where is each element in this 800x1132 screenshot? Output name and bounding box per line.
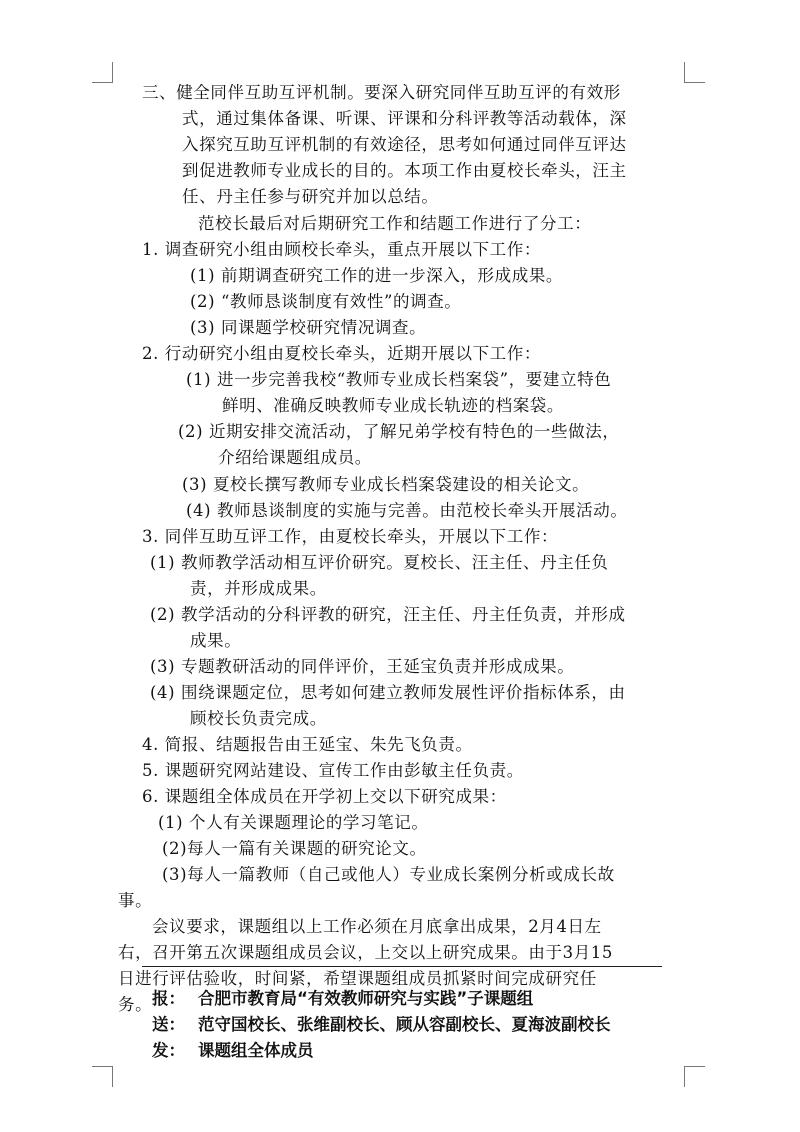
footer-fa-key: 发：	[152, 1041, 185, 1060]
list-item: (2) 近期安排交流活动，了解兄弟学校有特色的一些做法，	[178, 422, 620, 441]
list-item: (3) 专题教研活动的同伴评价，王延宝负责并形成成果。	[150, 657, 575, 676]
footer-divider	[142, 966, 662, 967]
list-item: (3) 夏校长撰写教师专业成长档案袋建设的相关论文。	[182, 475, 590, 494]
paragraph-line: 到促进教师专业成长的目的。本项工作由夏校长牵头，汪主	[182, 161, 627, 180]
footer-bao-value: 合肥市教育局“有效教师研究与实践”子课题组	[198, 989, 534, 1008]
list-item: 1. 调查研究小组由顾校长牵头，重点开展以下工作：	[142, 240, 541, 259]
crop-mark-bottom-left	[92, 1066, 113, 1087]
footer-fa	[152, 1040, 314, 1062]
paragraph-line: 事。	[118, 891, 153, 910]
paragraph-line: 务。	[118, 995, 153, 1014]
crop-mark-top-right	[684, 62, 705, 83]
list-item: 3. 同伴互助互评工作，由夏校长牵头，开展以下工作：	[142, 527, 559, 546]
list-item: 鲜明、准确反映教师专业成长轨迹的档案袋。	[222, 396, 564, 415]
list-item: (3) 同课题学校研究情况调查。	[190, 318, 427, 337]
list-item: (1) 个人有关课题理论的学习笔记。	[158, 813, 429, 832]
footer-song-value: 范守国校长、张维副校长、顾从容副校长、夏海波副校长	[198, 1015, 611, 1034]
footer-song-key: 送：	[152, 1015, 185, 1034]
paragraph-line: 三、健全同伴互助互评机制。要深入研究同伴互助互评的有效形	[142, 83, 621, 102]
list-item: 介绍给课题组成员。	[218, 448, 372, 467]
paragraph-line: 会议要求，课题组以上工作必须在月底拿出成果，2月4日左	[152, 917, 602, 936]
list-item: (4) 教师恳谈制度的实施与完善。由范校长牵头开展活动。	[186, 501, 628, 520]
list-item: 6. 课题组全体成员在开学初上交以下研究成果：	[142, 787, 507, 806]
footer-bao	[152, 988, 533, 1010]
list-item: 4. 简报、结题报告由王延宝、朱先飞负责。	[142, 735, 473, 754]
paragraph-line: 日进行评估验收，时间紧，希望课题组成员抓紧时间完成研究任	[118, 969, 597, 988]
list-item: 责，并形成成果。	[190, 579, 327, 598]
list-item: (4) 围绕课题定位，思考如何建立教师发展性评价指标体系，由	[150, 683, 626, 702]
list-item: (1) 进一步完善我校“教师专业成长档案袋”，要建立特色	[186, 370, 612, 389]
list-item: 顾校长负责完成。	[190, 709, 327, 728]
list-item: 2. 行动研究小组由夏校长牵头，近期开展以下工作：	[142, 344, 541, 363]
footer-bao-key: 报：	[152, 989, 185, 1008]
paragraph-line: 右，召开第五次课题组成员会议，上交以上研究成果。由于3月15	[118, 943, 613, 962]
list-item: (3)每人一篇教师（自己或他人）专业成长案例分析或成长故	[162, 865, 615, 884]
paragraph-line: 式，通过集体备课、听课、评课和分科评教等活动载体，深	[182, 109, 627, 128]
list-item: 成果。	[190, 631, 242, 650]
crop-mark-top-left	[92, 62, 113, 83]
paragraph-line: 入探究互助互评机制的有效途径，思考如何通过同伴互评达	[182, 135, 627, 154]
paragraph-line: 任、丹主任参与研究并加以总结。	[182, 187, 439, 206]
list-item: 5. 课题研究网站建设、宣传工作由彭敏主任负责。	[142, 761, 524, 780]
list-item: (2) 教学活动的分科评教的研究，汪主任、丹主任负责，并形成	[150, 605, 626, 624]
paragraph-line: 范校长最后对后期研究工作和结题工作进行了分工：	[198, 214, 592, 233]
list-item: (2) “教师恳谈制度有效性”的调查。	[190, 292, 462, 311]
list-item: (1) 前期调查研究工作的进一步深入，形成成果。	[190, 266, 564, 285]
crop-mark-bottom-right	[684, 1066, 705, 1087]
footer-fa-value: 课题组全体成员	[198, 1041, 314, 1060]
list-item: (1) 教师教学活动相互评价研究。夏校长、汪主任、丹主任负	[150, 553, 609, 572]
footer-song	[152, 1014, 611, 1036]
list-item: (2)每人一篇有关课题的研究论文。	[162, 839, 427, 858]
